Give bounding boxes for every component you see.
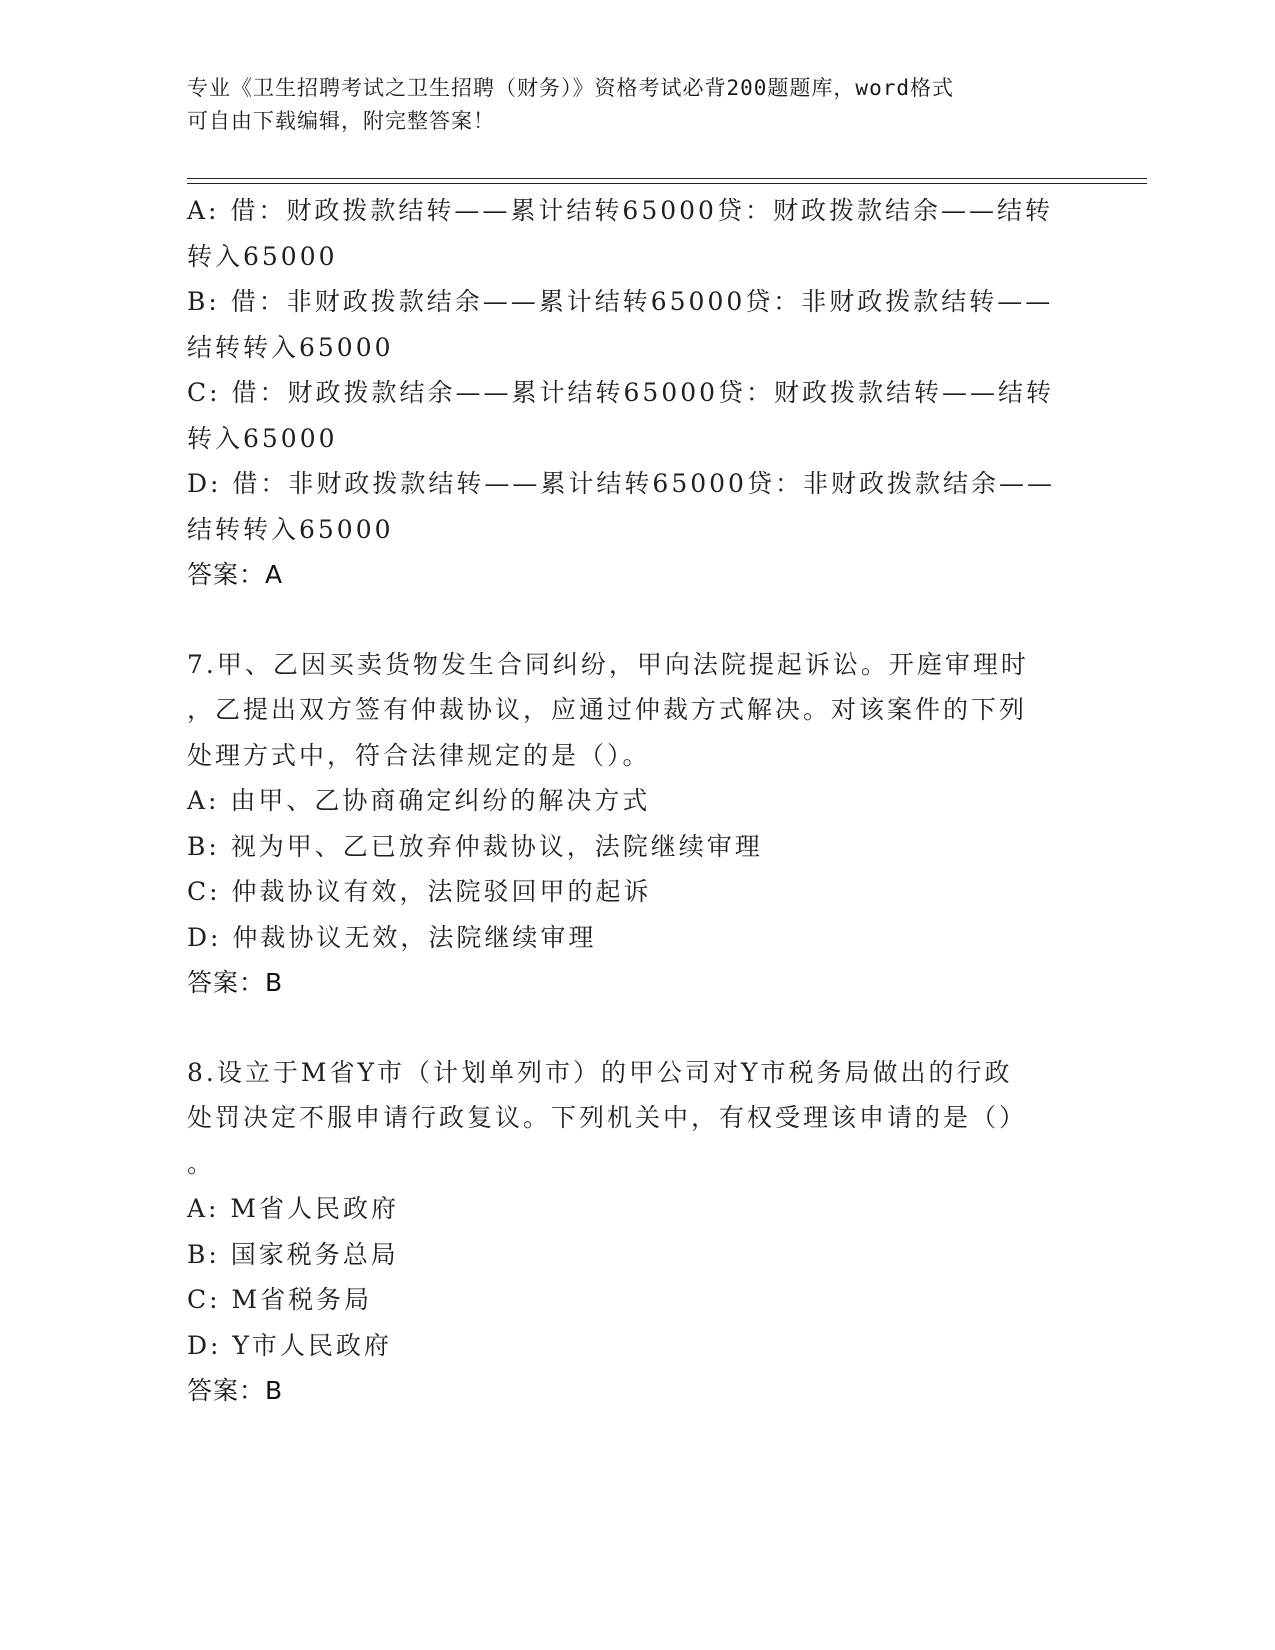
spacer	[187, 598, 1087, 642]
answer-label: 答案：B	[187, 1376, 284, 1405]
question-stem-line: 8.设立于M省Y市（计划单列市）的甲公司对Y市税务局做出的行政	[187, 1057, 1013, 1087]
question-stem-line: 。	[187, 1148, 216, 1178]
option-b: B: 视为甲、乙已放弃仲裁协议，法院继续审理	[187, 831, 763, 861]
question-7	[187, 642, 1087, 1006]
header-divider-bottom	[187, 183, 1147, 184]
option-line: 结转转入65000	[187, 514, 394, 544]
option-line: 结转转入65000	[187, 332, 394, 362]
option-c: C: 仲裁协议有效，法院驳回甲的起诉	[187, 877, 652, 906]
question-list	[187, 188, 1087, 1414]
option-line: 转入65000	[187, 423, 338, 453]
option-d: D: Y市人民政府	[187, 1330, 392, 1360]
option-a: A: 由甲、乙协商确定纠纷的解决方式	[187, 786, 651, 815]
option-line: A: 借：财政拨款结转——累计结转65000贷：财政拨款结余——结转	[187, 196, 1053, 225]
question-stem-line: 7.甲、乙因买卖货物发生合同纠纷，甲向法院提起诉讼。开庭审理时	[187, 649, 1029, 679]
option-line: D: 借：非财政拨款结转——累计结转65000贷：非财政拨款结余——	[187, 469, 1055, 498]
answer-label: 答案：B	[187, 968, 284, 997]
question-stem-line: 处理方式中，符合法律规定的是（）。	[187, 740, 651, 770]
option-a: A: M省人民政府	[187, 1194, 400, 1223]
header-title-line-2: 可自由下载编辑，附完整答案！	[187, 109, 495, 133]
spacer	[187, 1006, 1087, 1050]
option-b: B: 国家税务总局	[187, 1239, 399, 1269]
option-d: D: 仲裁协议无效，法院继续审理	[187, 922, 597, 952]
document-header	[187, 72, 1067, 138]
option-c: C: M省税务局	[187, 1285, 373, 1314]
question-8	[187, 1050, 1087, 1414]
answer-label: 答案：A	[187, 560, 284, 589]
question-stem-line: ，乙提出双方签有仲裁协议，应通过仲裁方式解决。对该案件的下列	[187, 695, 1028, 724]
question-6	[187, 188, 1087, 598]
option-line: B: 借：非财政拨款结余——累计结转65000贷：非财政拨款结转——	[187, 287, 1054, 316]
question-stem-line: 处罚决定不服申请行政复议。下列机关中，有权受理该申请的是（）	[187, 1103, 1028, 1132]
option-line: C: 借：财政拨款结余——累计结转65000贷：财政拨款结转——结转	[187, 378, 1055, 407]
header-title-line-1: 专业《卫生招聘考试之卫生招聘（财务）》资格考试必背200题题库，word格式	[187, 76, 954, 100]
option-line: 转入65000	[187, 241, 338, 271]
header-divider-top	[187, 178, 1147, 179]
